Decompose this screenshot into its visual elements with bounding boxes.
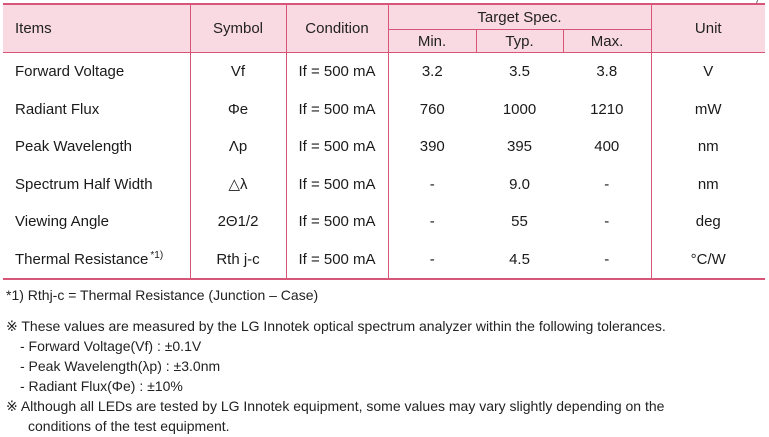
cell-item-text: Thermal Resistance <box>15 251 149 269</box>
tolerance-item: - Peak Wavelength(λp) : ±3.0nm <box>20 358 221 374</box>
cell-symbol: △λ <box>190 166 286 204</box>
footnote-text: *1) Rthj-c = Thermal Resistance (Junction – Case) <box>6 287 319 303</box>
variance-note: ※ Although all LEDs are tested by LG Innotek equipment, some values may vary slightly depending on the <box>6 398 665 414</box>
cell-item: Forward Voltage <box>3 53 190 91</box>
table-row <box>3 166 765 204</box>
cell-typ: 1000 <box>502 100 537 118</box>
spec-table-body <box>3 53 765 280</box>
spec-table-header <box>3 4 765 53</box>
cell-condition: If = 500 mA <box>286 53 388 91</box>
cell-max: 3.8 <box>596 63 618 81</box>
table-row <box>3 53 765 91</box>
cell-item <box>3 241 190 280</box>
header-unit: Unit <box>651 4 765 53</box>
cell-max: 1210 <box>590 100 624 118</box>
table-row <box>3 91 765 129</box>
cell-unit: mW <box>651 91 765 129</box>
cell-item: Viewing Angle <box>3 203 190 241</box>
cell-min: - <box>388 241 476 280</box>
header-min: Min. <box>388 30 476 53</box>
cell-symbol: 2Θ1/2 <box>190 203 286 241</box>
cell-typ: 55 <box>511 213 528 231</box>
cell-typ: 9.0 <box>509 175 530 193</box>
variance-note-continued: conditions of the test equipment. <box>28 418 230 434</box>
cell-unit: nm <box>651 166 765 204</box>
table-row <box>3 241 765 280</box>
notes-section <box>6 285 666 436</box>
cell-condition: If = 500 mA <box>286 203 388 241</box>
cell-symbol: Λp <box>190 128 286 166</box>
cell-symbol: Rth j-c <box>190 241 286 280</box>
cell-max: - <box>604 213 610 231</box>
cell-symbol: Φe <box>190 91 286 129</box>
cell-typ: 3.5 <box>509 63 530 81</box>
cell-min: 760 <box>419 100 445 118</box>
cell-item: Radiant Flux <box>3 91 190 129</box>
cell-item: Peak Wavelength <box>3 128 190 166</box>
cell-unit: V <box>651 53 765 91</box>
cell-min: 3.2 <box>421 63 443 81</box>
cell-typ: 4.5 <box>476 241 563 280</box>
cell-max: - <box>604 175 610 193</box>
tolerance-item: - Radiant Flux(Φe) : ±10% <box>20 378 183 394</box>
table-row <box>3 203 765 241</box>
spec-table <box>3 3 765 280</box>
measurement-note: ※ These values are measured by the LG Innotek optical spectrum analyzer within the following tolerances. <box>6 318 666 334</box>
cell-unit: °C/W <box>651 241 765 280</box>
cell-min: - <box>429 213 435 231</box>
header-max: Max. <box>563 30 651 53</box>
cell-max: - <box>563 241 651 280</box>
cell-typ: 395 <box>506 138 533 156</box>
cell-unit: deg <box>651 203 765 241</box>
header-symbol: Symbol <box>190 4 286 53</box>
cell-condition: If = 500 mA <box>286 91 388 129</box>
cell-condition: If = 500 mA <box>286 128 388 166</box>
header-typ: Typ. <box>476 30 563 53</box>
header-items: Items <box>3 4 190 53</box>
cell-min: - <box>429 175 435 193</box>
tolerance-item: - Forward Voltage(Vf) : ±0.1V <box>20 338 202 354</box>
cell-symbol: Vf <box>190 53 286 91</box>
cell-item: Spectrum Half Width <box>3 166 190 204</box>
table-row <box>3 128 765 166</box>
cell-condition: If = 500 mA <box>286 166 388 204</box>
header-target-spec: Target Spec. <box>388 4 651 30</box>
cell-max: 400 <box>594 138 620 156</box>
footnote-marker: *1) <box>150 250 164 262</box>
header-condition: Condition <box>286 4 388 53</box>
cell-condition: If = 500 mA <box>286 241 388 280</box>
cell-min: 390 <box>419 138 445 156</box>
cell-unit: nm <box>651 128 765 166</box>
